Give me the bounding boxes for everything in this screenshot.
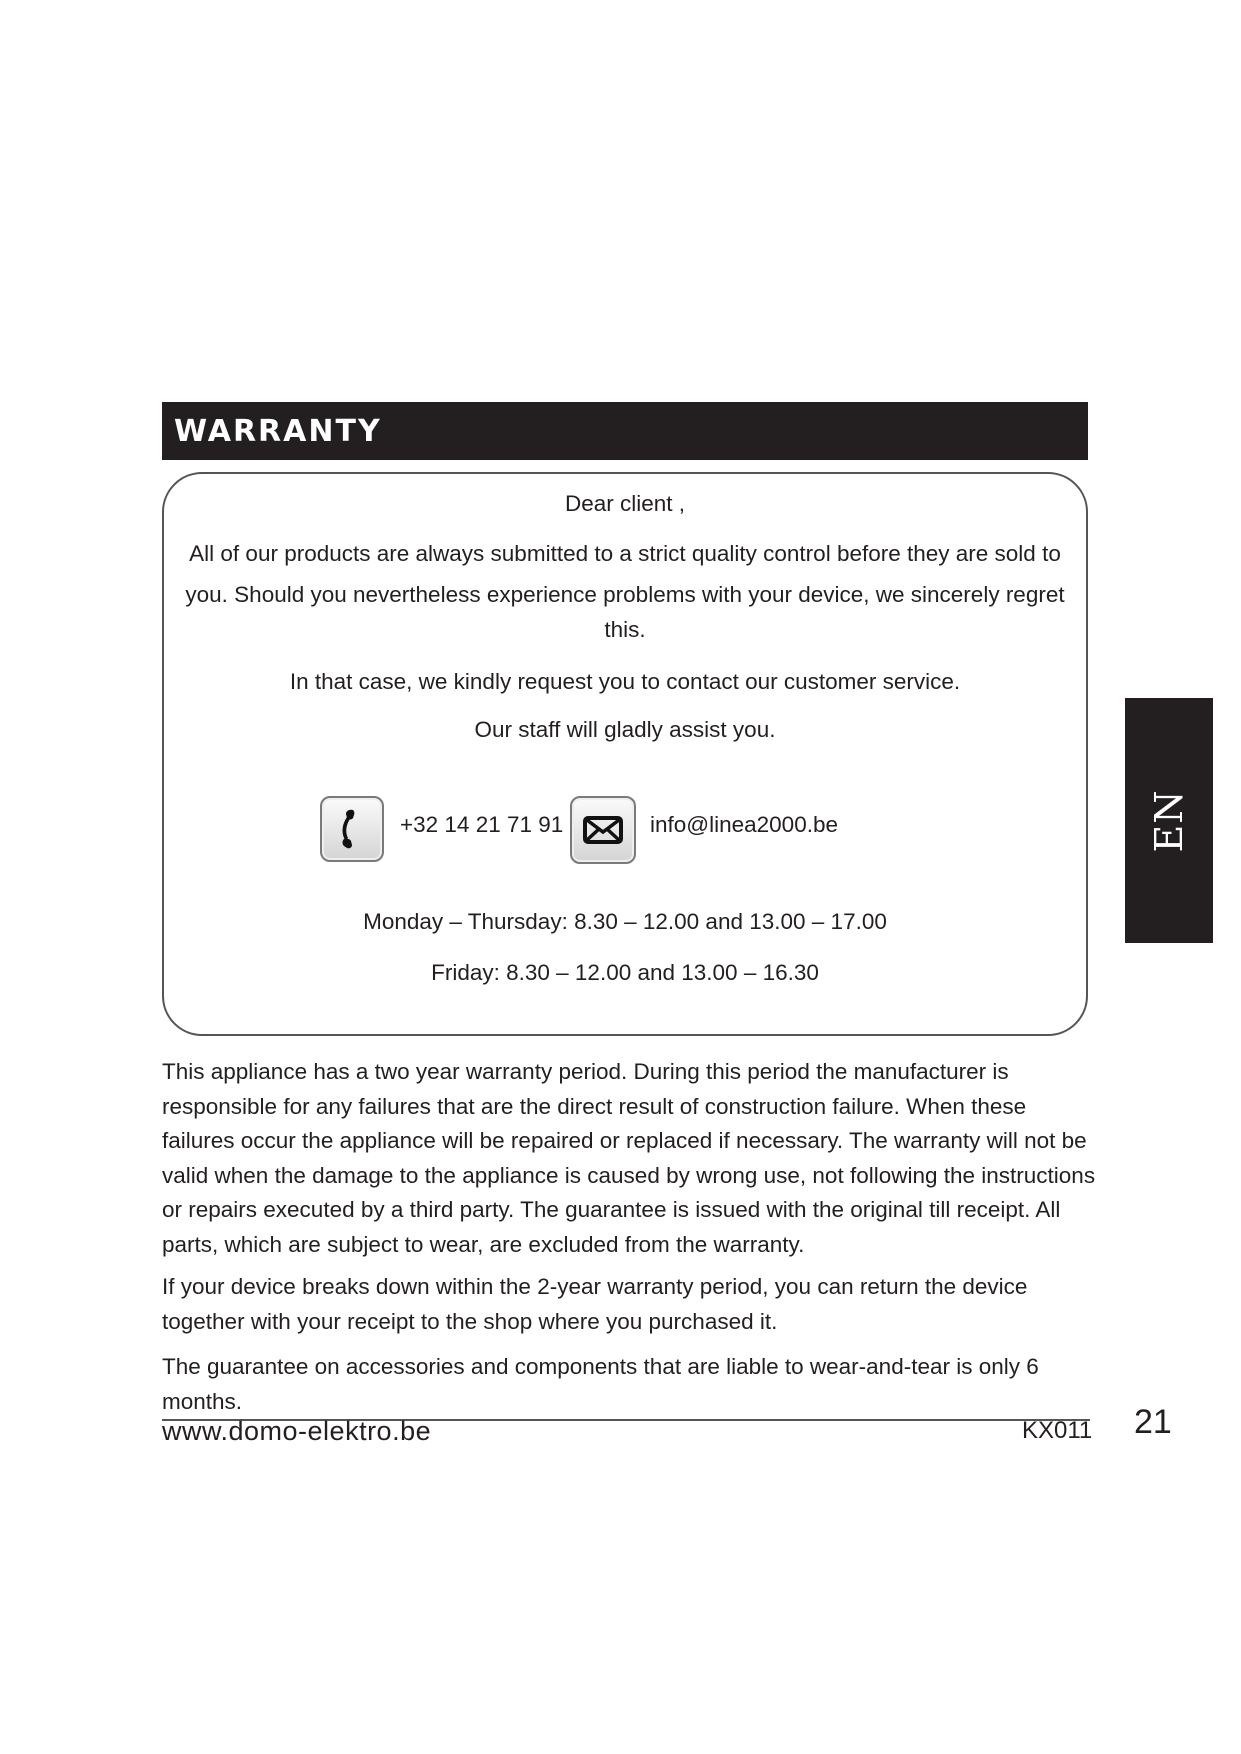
footer-model-number: KX011 <box>1022 1417 1093 1444</box>
contact-request: In that case, we kindly request you to contact our customer service. <box>289 669 961 694</box>
greeting: Dear client , <box>564 491 686 516</box>
email-address[interactable]: info@linea2000.be <box>650 812 838 837</box>
footer-website-link[interactable]: www.domo-elektro.be <box>162 1416 432 1446</box>
warranty-paragraph-3: The guarantee on accessories and components that are liable to wear-and-tear is only 6 months. <box>162 1354 1039 1414</box>
warranty-paragraph-2: If your device breaks down within the 2-year warranty period, you can return the device together with your receipt to the shop where you purchased it. <box>162 1274 1028 1334</box>
phone-icon <box>332 806 372 852</box>
customer-service-box <box>162 472 1088 1036</box>
language-label: EN <box>1147 789 1191 852</box>
quality-text-line-2: you. Should you nevertheless experience problems with your device, we sincerely regret <box>185 582 1065 607</box>
hours-friday: Friday: 8.30 – 12.00 and 13.00 – 16.30 <box>431 960 819 985</box>
hours-monday-thursday: Monday – Thursday: 8.30 – 12.00 and 13.00 – 17.00 <box>363 909 887 934</box>
section-header <box>162 402 1088 460</box>
mail-icon <box>582 814 624 846</box>
warranty-paragraph-1: This appliance has a two year warranty period. During this period the manufacturer is responsible for any failures that are the direct result of construction failure. When these failures occur the appliance will be repaired or replaced if necessary. The warranty will not be valid when the damage to the appliance is caused by wrong use, not following the instructions or repairs executed by a third party. The guarantee is issued with the original till receipt. All parts, which are subject to wear, are excluded from the warranty. <box>162 1059 1096 1257</box>
page-number: 21 <box>1134 1403 1172 1441</box>
phone-number[interactable]: +32 14 21 71 91 <box>400 812 564 837</box>
phone-button[interactable] <box>320 796 384 862</box>
assist-text: Our staff will gladly assist you. <box>474 717 776 742</box>
email-button[interactable] <box>570 796 636 864</box>
section-title: WARRANTY <box>174 413 382 449</box>
language-tab <box>1125 698 1213 943</box>
quality-text-line-1: All of our products are always submitted to a strict quality control before they are sold to <box>189 541 1061 566</box>
quality-text-line-3: this. <box>604 617 646 642</box>
